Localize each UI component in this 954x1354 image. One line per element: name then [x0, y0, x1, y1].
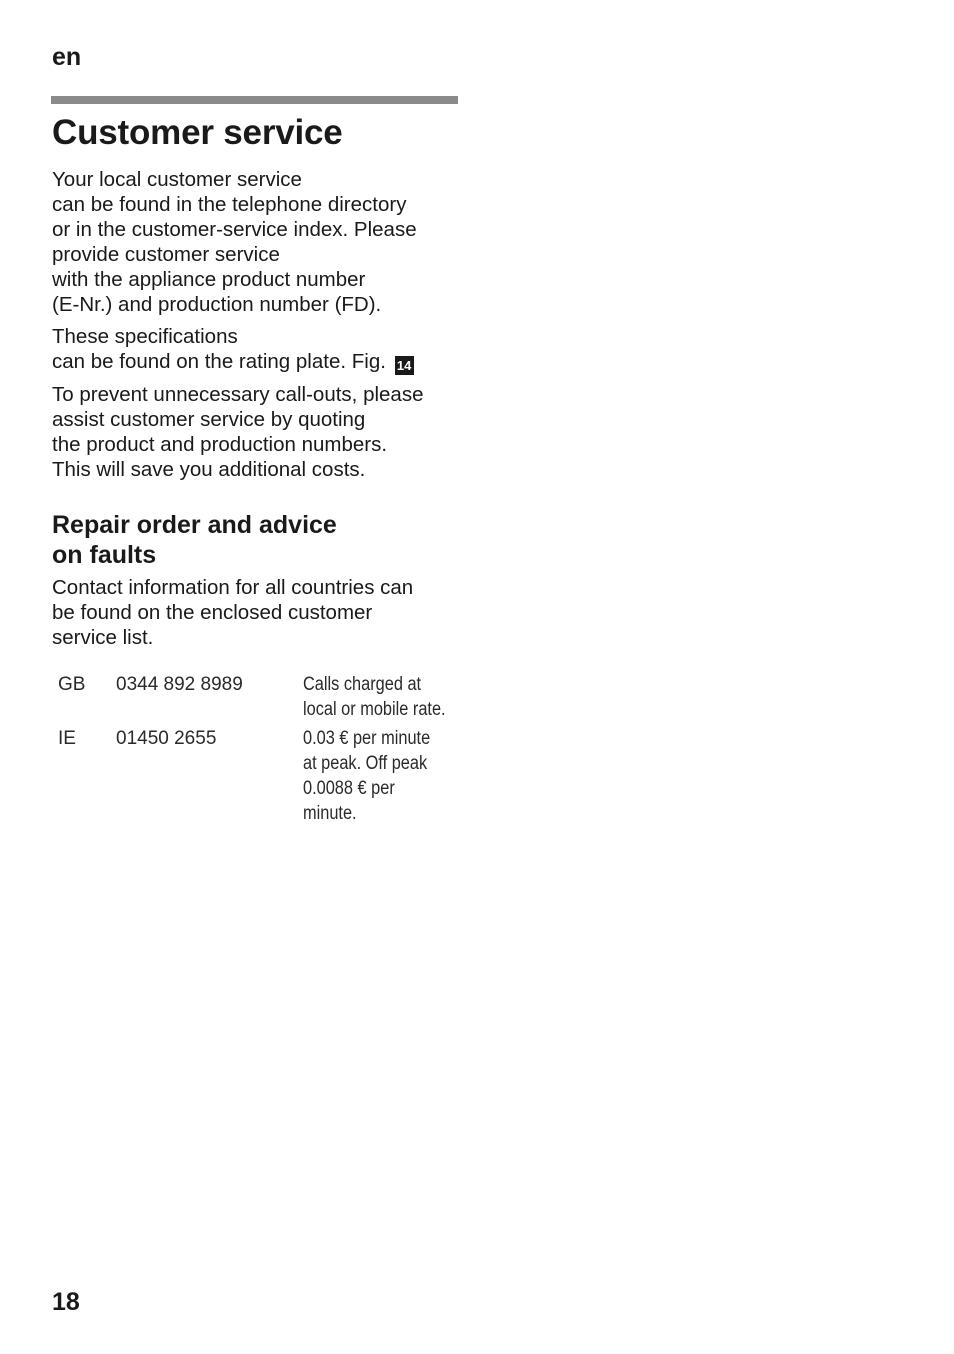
text-line: service list.	[52, 626, 154, 649]
text-line: These specifications	[52, 325, 238, 348]
table-row	[58, 726, 468, 826]
paragraph-contact-info	[52, 575, 462, 650]
section-divider	[51, 96, 458, 104]
figure-reference-badge: 14	[395, 356, 414, 375]
note-line: Calls charged at	[303, 674, 422, 695]
text-line-content: can be found on the rating plate. Fig.	[52, 350, 386, 373]
paragraph-intro	[52, 167, 462, 317]
text-line	[52, 349, 462, 375]
text-line: can be found in the telephone directory	[52, 193, 407, 216]
paragraph-callouts	[52, 382, 462, 482]
text-line: (E-Nr.) and production number (FD).	[52, 293, 382, 316]
note-line: minute.	[303, 803, 357, 824]
note-line: local or mobile rate.	[303, 699, 446, 720]
note-line: 0.03 € per minute	[303, 728, 431, 749]
text-line: provide customer service	[52, 243, 280, 266]
text-line: Contact information for all countries can	[52, 576, 414, 599]
content-column	[52, 167, 462, 650]
note-line: at peak. Off peak	[303, 753, 428, 774]
text-line: or in the customer-service index. Please	[52, 218, 417, 241]
text-line: Your local customer service	[52, 168, 302, 191]
text-line: be found on the enclosed customer	[52, 601, 373, 624]
phone-number: 01450 2655	[116, 728, 217, 749]
call-rate-note	[303, 726, 445, 826]
page-number: 18	[52, 1288, 80, 1316]
country-code: IE	[58, 728, 76, 749]
note-line: 0.0088 € per	[303, 778, 395, 799]
subtitle-line: Repair order and advice	[52, 511, 337, 539]
text-line: To prevent unnecessary call-outs, please	[52, 383, 424, 406]
language-label: en	[52, 43, 82, 71]
contact-table	[58, 672, 468, 826]
subtitle-line: on faults	[52, 541, 157, 569]
page-title: Customer service	[52, 113, 343, 152]
text-line: This will save you additional costs.	[52, 458, 366, 481]
table-row	[58, 672, 468, 722]
subsection-title	[52, 510, 462, 570]
phone-number: 0344 892 8989	[116, 674, 243, 695]
call-rate-note	[303, 672, 445, 722]
text-line: with the appliance product number	[52, 268, 366, 291]
country-code: GB	[58, 674, 86, 695]
text-line: the product and production numbers.	[52, 433, 388, 456]
text-line: assist customer service by quoting	[52, 408, 366, 431]
paragraph-specifications	[52, 324, 462, 375]
